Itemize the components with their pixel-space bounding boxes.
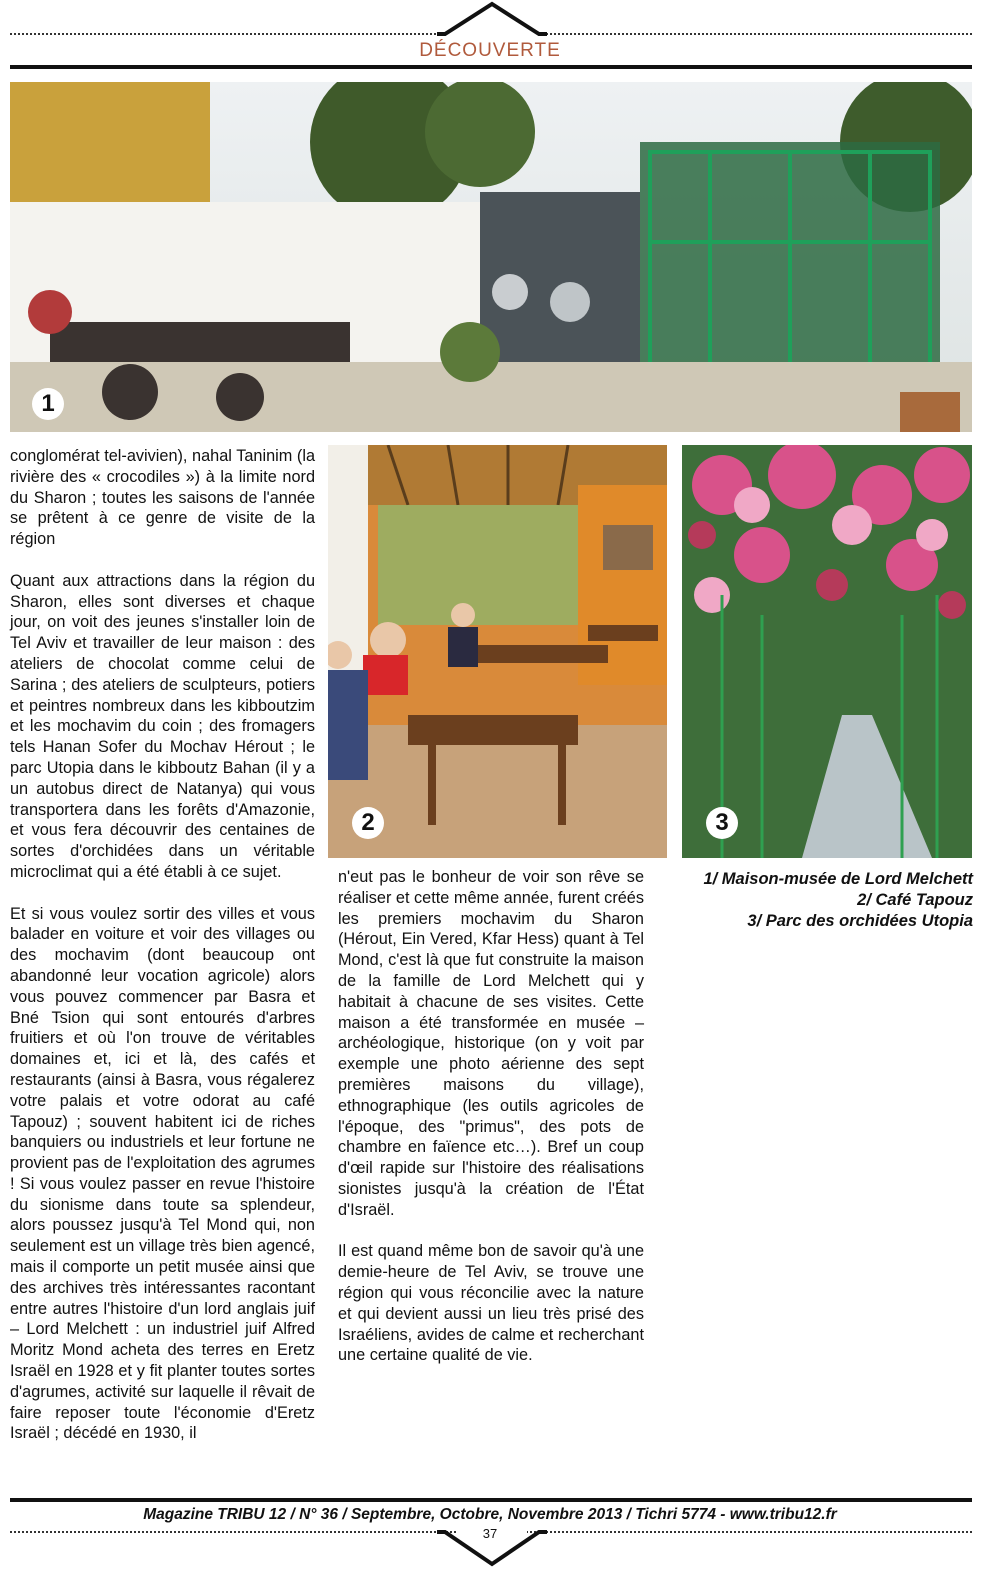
footer-rule	[10, 1498, 972, 1502]
photo-cafe	[328, 445, 667, 858]
paragraph: n'eut pas le bonheur de voir son rêve se réaliser et cette même année, furent créés les premiers mochavim du Sharon (Hérout, Ein Vered, Kfar Hess) quant à Tel Mond, c'est là que fut construite la maison de la famille de Lord Melchett qui y habitait à chacune de ses visites. Cette maison a été transformée en musée – archéologique, historique (on y voit par exemple une photo aérienne des sept premières maisons du village), ethnographique (les outils agricoles de l'époque, des "primus", des pots de chambre en faïence etc…). Bref un coup d'œil rapide sur l'histoire des réalisations sionistes jusqu'à la création de l'État d'Israël.	[338, 868, 644, 1219]
header-chevron-ornament	[437, 0, 547, 40]
article-column-1	[10, 446, 315, 1465]
paragraph: Et si vous voulez sortir des villes et vous balader en voiture et voir des villages ou des mochavim (dont beaucoup ont abandonné leur vocation agricole) alors vous pouvez commencer par Basra et Bné Tsion qui sont entourés d'arbres fruitiers et où l'on trouve de véritables domaines et, ici et là, des cafés et restaurants (ainsi à Basra, vous régalerez votre palais et votre odorat au café Tapouz) ; souvent habitent ici de riches banquiers ou industriels et leur fortune ne provient pas de l'exploitation des agrumes ! Si vous voulez passer en revue l'histoire du sionisme dans toute sa splendeur, alors poussez jusqu'à Tel Mond qui, non seulement est un village très bien agencé, mais il comporte un petit musée ainsi que des archives très intéressantes racontant entre autres l'histoire d'un lord anglais juif – Lord Melchett : un industriel juif Alfred Moritz Mond acheta des terres en Eretz Israël en 1928 et y fit planter toutes sortes d'agrumes, activité sur laquelle il rêvait de faire reposer toute l'économie d'Eretz Israël ; décédé en 1930, il	[10, 904, 315, 1443]
paragraph: Il est quand même bon de savoir qu'à une demie-heure de Tel Aviv, se trouve une région qui vous réconcilie avec la nature et qui devient aussi un lieu très prisé des Israéliens, avides de calme et recherchant une certaine qualité de vie.	[338, 1242, 644, 1365]
footer-publication-line: Magazine TRIBU 12 / N° 36 / Septembre, Octobre, Novembre 2013 / Tichri 5774 - www.tribu12.fr	[143, 1506, 837, 1523]
header-rule	[10, 65, 972, 69]
page-number: 37	[482, 1526, 498, 1541]
photo-parc	[682, 445, 972, 858]
caption: 3/ Parc des orchidées Utopia	[747, 912, 973, 930]
section-title: DÉCOUVERTE	[419, 40, 561, 61]
photo-number-badge: 3	[706, 807, 738, 839]
paragraph: Quant aux attractions dans la région du Sharon, elles sont diverses et chaque jour, on voit des jeunes s'installer loin de Tel Aviv et travailler de leur maison : des ateliers de chocolat comme celui de Sarina ; des ateliers de sculpteurs, potiers et peintres nombreux dans les kibboutzim et les mochavim du coin ; des fromagers tels Hanan Sofer du Mochav Hérout ; le parc Utopia dans le kibboutz Bahan (il y a un autobus direct de Natanya) qui vous transportera dans les forêts d'Amazonie, et vous fera découvrir des centaines de sortes d'orchidées dans un véritable microclimat qui a été établi à ce sujet.	[10, 571, 315, 881]
photo-number-badge: 1	[32, 388, 64, 420]
photo-captions	[683, 869, 973, 932]
photo-number-badge: 2	[352, 807, 384, 839]
caption: 2/ Café Tapouz	[857, 891, 973, 909]
photo-maison-musee	[10, 82, 972, 432]
article-column-2	[338, 867, 644, 1387]
caption: 1/ Maison-musée de Lord Melchett	[703, 870, 973, 888]
paragraph: conglomérat tel-avivien), nahal Taninim (la rivière des « crocodiles ») à la limite nord du Sharon ; toutes les saisons de l'année se prêtent à ce genre de visite de la région	[10, 447, 315, 549]
